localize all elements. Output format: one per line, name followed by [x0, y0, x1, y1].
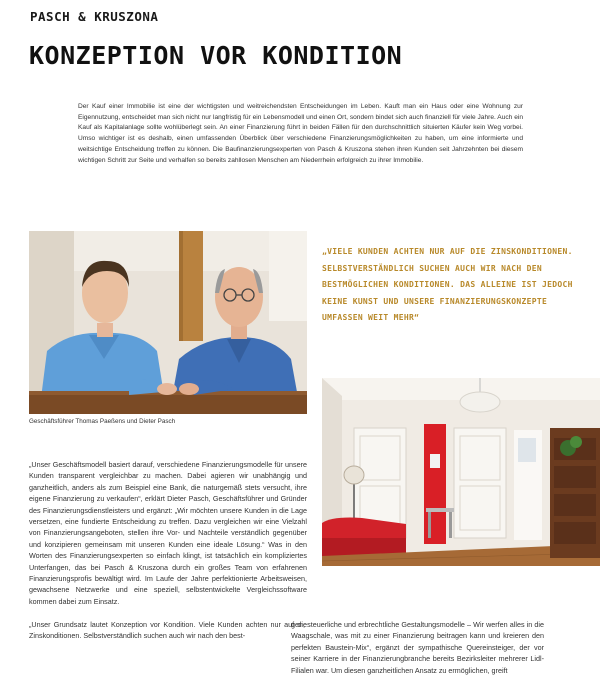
- photo-caption: Geschäftsführer Thomas Paeßens und Dieter Pasch: [29, 418, 176, 425]
- page-title: KONZEPTION VOR KONDITION: [29, 41, 403, 70]
- managers-photo: [29, 231, 307, 414]
- article-body-column-2: gen, steuerliche und erbrechtliche Gestaltungsmodelle – Wir werfen alles in die Waagschale, was mit zu einer Finanzierung beitragen kann und kreieren den perfekten Baustein-Mix“, ergänzt der sympathische Quereinsteiger, der vor seiner Karriere in der Finanzierungbranche bereits Bezirksleiter mehrerer Lidl-Filialen war. Um diesen ganzheitlichen Ansatz zu ermöglichen, greift: [291, 620, 544, 675]
- body-paragraph: „Unser Grundsatz lautet Konzeption vor Kondition. Viele Kunden achten nur auf die Zinskonditionen. Selbstverständlich suchen auch wir nach den best-: [29, 619, 307, 641]
- pull-quote: „VIELE KUNDEN ACHTEN NUR AUF DIE ZINSKONDITIONEN. SELBSTVERSTÄNDLICH SUCHEN AUCH WIR NACH DEN BESTMÖGLICHEN KONDITIONEN. DAS ALLEINE IST JEDOCH KEINE KUNST UND UNSERE FINANZIERUNGSKONZEPTE UMFASSEN WEIT MEHR“: [322, 247, 573, 322]
- article-body-column-1: [29, 459, 307, 653]
- body-paragraph: „Unser Geschäftsmodell basiert darauf, verschiedene Finanzierungsmodelle für unsere Kunden transparent vergleichbar zu machen. Dabei agieren wir unabhängig und ganzheitlich, anders als zum Beispiel eine Bank, die naturgemäß stets versucht, ihre eigene Finanzierung zu verkaufen“, erklärt Dieter Pasch, Geschäftsführer und Gründer des Finanzierungsdienstleisters und ergänzt: „Wir möchten unsere Kunden in die Lage versetzen, eine fundierte Entscheidung zu treffen. Dazu vergleichen wir eine Vielzahl von Finanzierungsangeboten, stellen ihre Vor- und Nachteile verständlich gegenüber und konzipieren gemeinsam mit unseren Kunden eine ideale Lösung.“ Was in den Worten des Finanzierungsexperten so einfach klingt, ist tatsächlich ein kompliziertes Unterfangen, das bei Pasch & Kruszona durch ein großes Team von erfahrenen Finanzierungsprofis bewältigt wird. Im Laufe der Jahre perfektionierte Arbeitsweisen, gewachsene Netzwerke und eine speziell, selbstentwickelte Vergleichssoftware kommen dabei zum Einsatz.: [29, 460, 307, 606]
- intro-paragraph: Der Kauf einer Immobilie ist eine der wichtigsten und weitreichendsten Entscheidungen im Leben. Kauft man ein Haus oder eine Wohnung zur Eigennutzung, entscheidet man sich nicht nur langfristig für ein Lebensmodell und einen Ort, sondern bindet sich auch finanziell für viele Jahre. Auch ein Kauf als Kapitalanlage sollte wohlüberlegt sein. An einer Finanzierung führt in beiden Fällen für den durchschnittlich situierten Käufer kein Weg vorbei. Umso wichtiger ist es deshalb, einen umfassenden Überblick über verschiedene Finanzierungsmöglichkeiten zu haben, um eine informierte und weitsichtige Entscheidung treffen zu können. Die Baufinanzierungsexperten von Pasch & Kruszona stehen ihren Kunden seit Jahrzehnten bei diesem wichtigen Schritt zur Seite und verhalfen so bereits zahllosen Menschen am Niederrhein erfolgreich zu ihrer Immobilie.: [78, 103, 523, 164]
- brand-name: PASCH & KRUSZONA: [30, 9, 159, 24]
- office-interior-photo: [322, 378, 600, 566]
